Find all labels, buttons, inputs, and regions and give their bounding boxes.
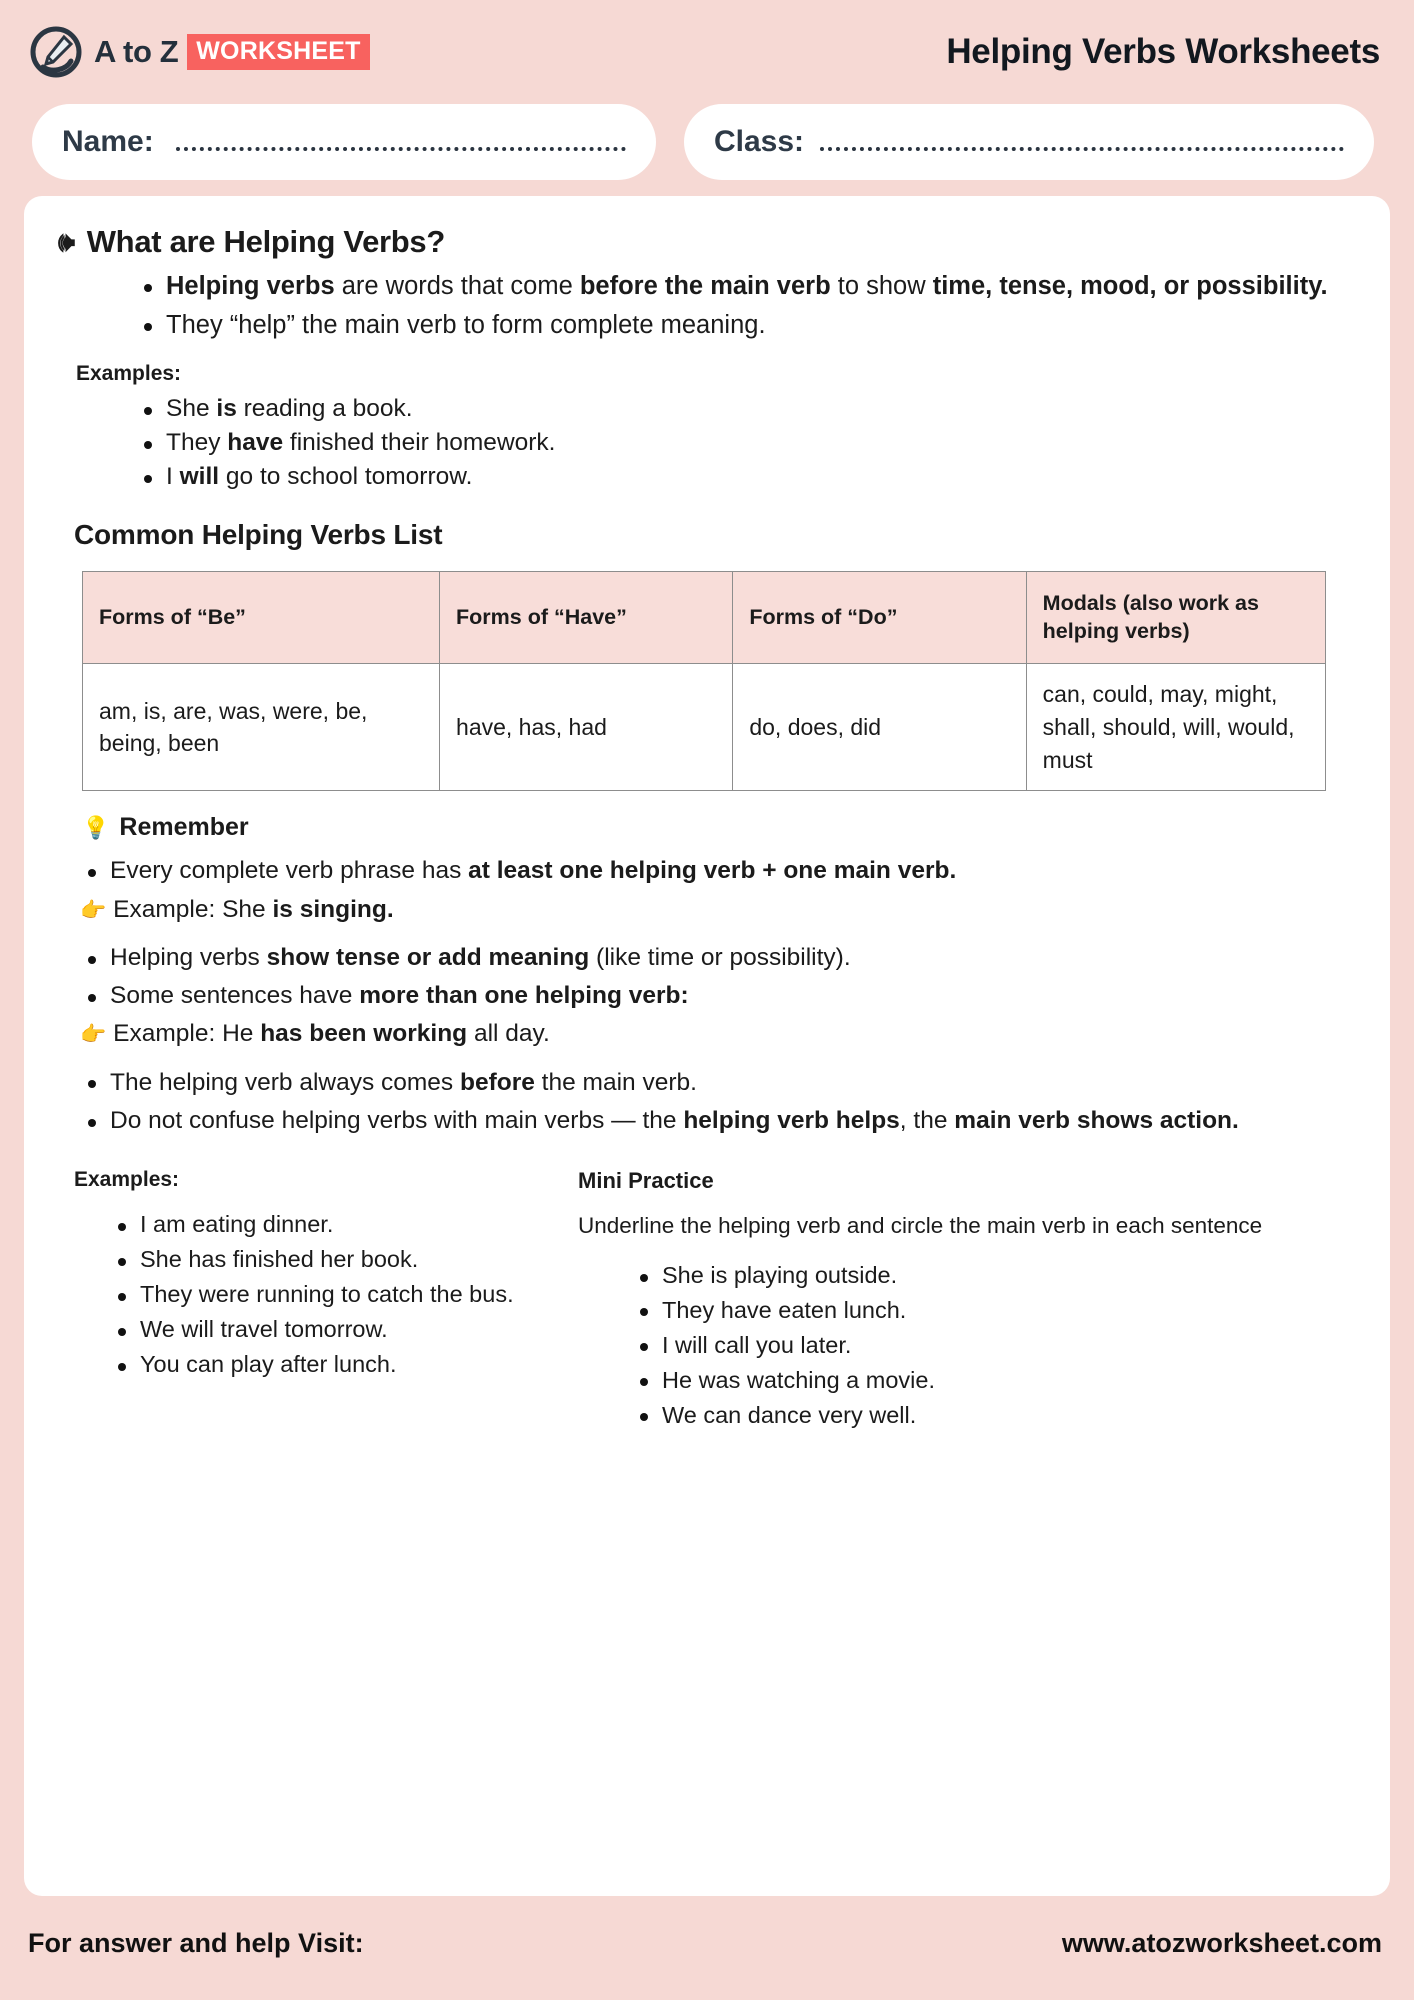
list-item: I am eating dinner. [110,1208,558,1241]
plain-text: She [166,394,217,422]
plain-text: Example: He [113,1020,261,1048]
example-item [136,460,1356,494]
verbs-table-heading: Common Helping Verbs List [74,519,443,551]
name-field[interactable] [32,104,656,180]
brand-logo[interactable] [30,26,370,78]
list-item: She has finished her book. [110,1243,558,1276]
list-item: We can dance very well. [632,1399,1356,1432]
table-cell: can, could, may, might, shall, should, will, would, must [1026,664,1325,791]
table-cell: have, has, had [440,664,733,791]
remember-bullet-item [58,854,1356,888]
class-field[interactable] [684,104,1374,180]
emphasis-text: before [459,1068,535,1096]
plain-text: Do not confuse helping verbs with main verbs — the [110,1107,684,1135]
table-column-header: Forms of “Be” [83,572,440,664]
list-item: They were running to catch the bus. [110,1278,558,1311]
table-cell: am, is, are, was, were, be, being, been [83,664,440,791]
remember-bullet-item [58,941,1356,975]
plain-text: go to school tomorrow. [219,462,473,490]
brand-badge: WORKSHEET [187,34,369,70]
list-item: He was watching a movie. [632,1364,1356,1397]
plain-text: are words that come [334,272,580,300]
emphasis-text: time, tense, mood, or possibility. [932,272,1328,300]
plain-text: Example: She [113,895,273,923]
plain-text: Every complete verb phrase has [110,857,469,885]
table-column-header: Modals (also work as helping verbs) [1026,572,1325,664]
table-column-header: Forms of “Have” [440,572,733,664]
emphasis-text: has been working [260,1020,468,1048]
light-bulb-icon: 💡 [82,814,110,840]
bottom-examples-label: Examples: [74,1168,180,1192]
plain-text: reading a book. [236,394,413,422]
pointing-right-icon: 👉 [80,1023,107,1047]
helping-verbs-table [82,571,1326,791]
plain-text: finished their homework. [283,428,556,456]
plain-text: I [166,462,180,490]
intro-heading-text: What are Helping Verbs? [86,224,446,259]
plain-text: They [166,428,228,456]
mini-practice-column [558,1168,1356,1433]
bottom-columns [58,1168,1356,1433]
remember-heading-text: Remember [119,813,249,842]
remember-heading [82,813,1356,842]
table-header-row [83,572,1326,664]
table-row [83,664,1326,791]
name-input-line[interactable] [176,147,626,151]
emphasis-text: at least one helping verb + one main verb. [468,857,957,885]
pen-circle-icon [30,26,82,78]
emphasis-text: is [216,394,237,422]
plain-text: Helping verbs [110,943,267,971]
emphasis-text: main verb shows action. [954,1107,1239,1135]
class-input-line[interactable] [820,147,1344,151]
emphasis-text: Helping verbs [166,272,335,300]
name-label: Name: [62,125,154,158]
list-item: They have eaten lunch. [632,1294,1356,1327]
remember-bullet-item [58,1104,1356,1138]
emphasis-text: more than one helping verb: [359,982,689,1010]
remember-list [58,854,1356,1138]
pointing-right-icon: 👉 [80,898,107,922]
remember-bullet-item [58,1066,1356,1100]
emphasis-text: will [179,462,220,490]
intro-heading [58,224,1356,260]
plain-text: the main verb. [534,1068,697,1096]
list-item: You can play after lunch. [110,1348,558,1381]
remember-example-item [58,893,1356,927]
emphasis-text: before the main verb [579,272,831,300]
list-item: I will call you later. [632,1329,1356,1362]
footer-help-text: For answer and help Visit: [28,1927,364,1958]
plain-text: to show [830,272,933,300]
mini-practice-label: Mini Practice [578,1168,714,1194]
definition-item [136,307,1356,344]
definition-item [136,268,1356,305]
page-header [0,0,1414,104]
class-label: Class: [714,125,805,158]
definition-list [136,268,1356,344]
footer-website-link[interactable]: www.atozworksheet.com [1061,1927,1382,1958]
list-item: We will travel tomorrow. [110,1313,558,1346]
remember-example-text [113,893,394,927]
emphasis-text: have [227,428,284,456]
example-item [136,392,1356,426]
plain-text: (like time or possibility). [589,943,851,971]
bottom-examples-column [58,1168,558,1433]
emphasis-text: is singing. [272,895,394,923]
page-title: Helping Verbs Worksheets [946,32,1380,71]
plain-text: all day. [467,1020,550,1048]
table-cell: do, does, did [733,664,1026,791]
list-item: She is playing outside. [632,1259,1356,1292]
example-item [136,426,1356,460]
megaphone-icon: 🕪 [58,226,75,257]
emphasis-text: helping verb helps [683,1107,900,1135]
page-footer [0,1896,1414,2000]
plain-text: They “help” the main verb to form complete meaning. [166,310,766,339]
plain-text: , the [899,1107,955,1135]
remember-example-text [113,1017,550,1051]
brand-name: A to Z [94,34,179,69]
intro-examples-label: Examples: [76,361,182,385]
remember-example-item [58,1017,1356,1051]
student-fields [0,104,1414,184]
mini-practice-instruction: Underline the helping verb and circle the main verb in each sentence [578,1213,1263,1239]
table-column-header: Forms of “Do” [733,572,1026,664]
plain-text: Some sentences have [110,982,360,1010]
worksheet-card [24,196,1390,1896]
remember-bullet-item [58,979,1356,1013]
emphasis-text: show tense or add meaning [266,943,590,971]
mini-practice-list [632,1259,1356,1431]
plain-text: The helping verb always comes [110,1068,460,1096]
intro-examples-list [136,392,1356,493]
bottom-examples-list [110,1208,558,1380]
